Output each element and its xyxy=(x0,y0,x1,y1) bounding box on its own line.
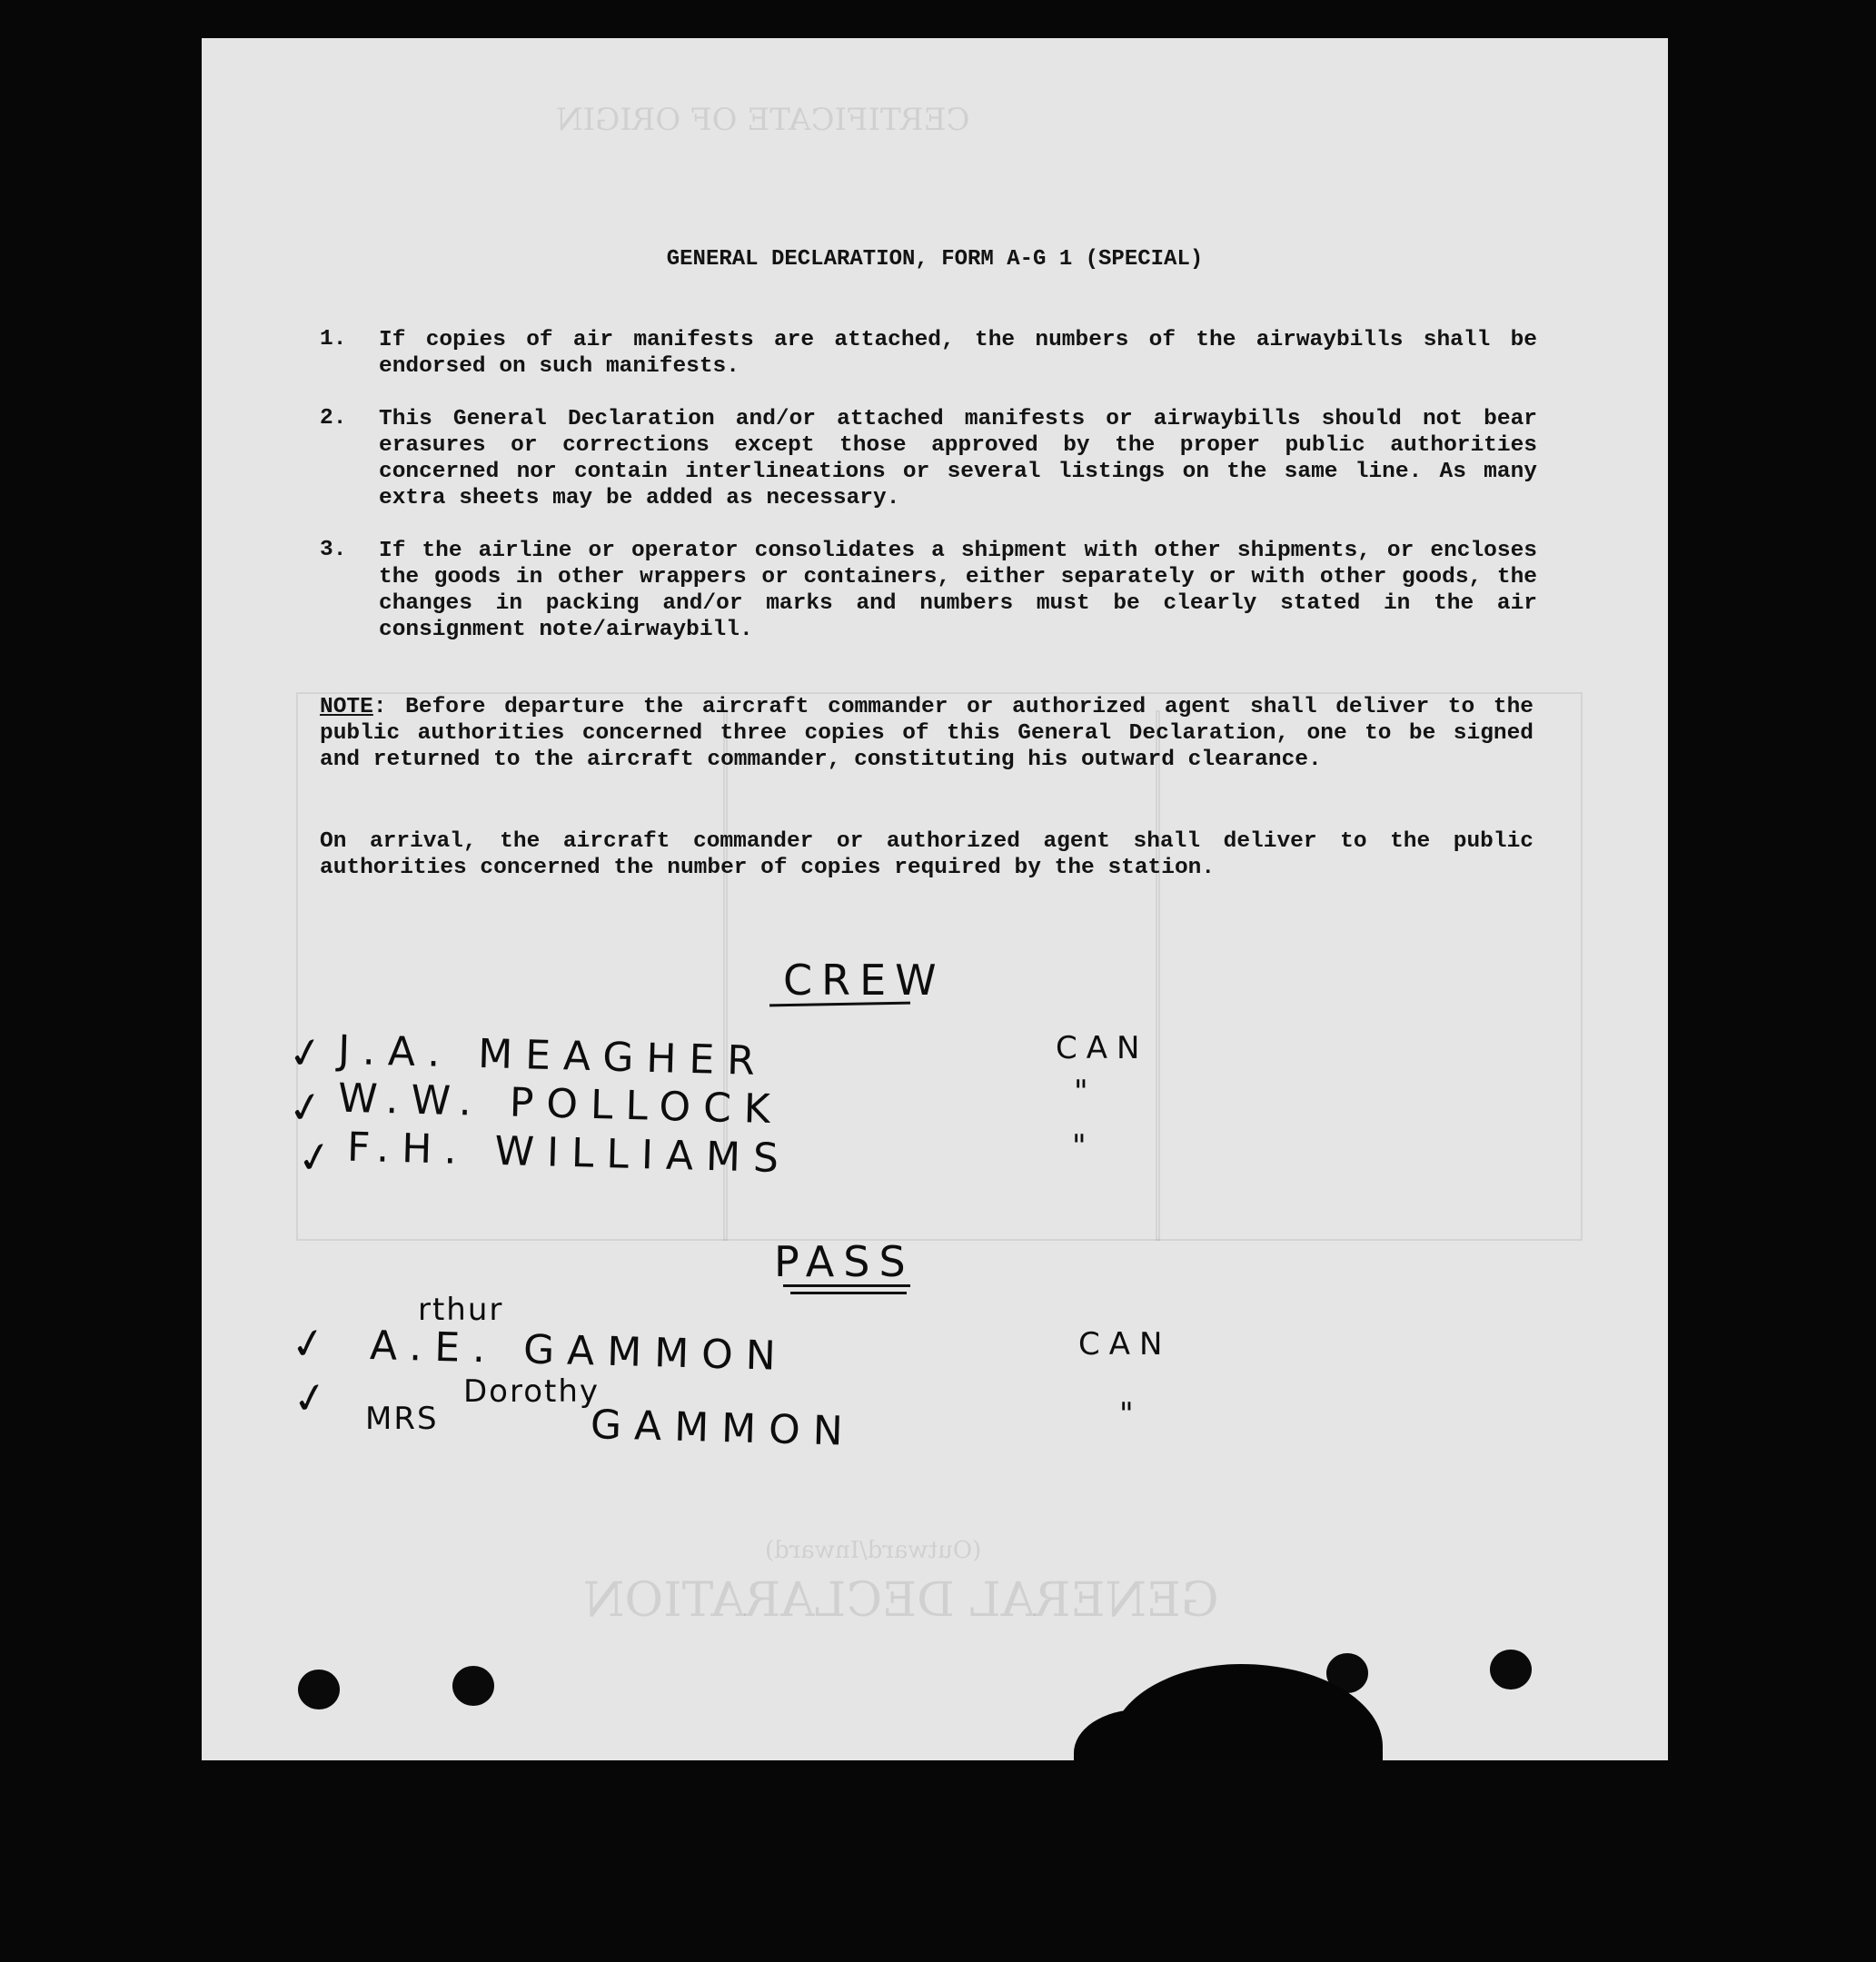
item-number: 1. xyxy=(320,327,347,352)
note-paragraph xyxy=(320,694,1534,773)
check-mark-icon: ✓ xyxy=(288,1371,332,1425)
passenger-citizenship: CAN xyxy=(1078,1326,1172,1362)
crew-citizenship: " xyxy=(1074,1074,1097,1110)
form-title: GENERAL DECLARATION, FORM A-G 1 (SPECIAL) xyxy=(666,247,1204,272)
check-mark-icon: ✓ xyxy=(293,1130,336,1184)
note-label: NOTE xyxy=(320,695,373,719)
instruction-item xyxy=(320,406,1537,515)
pass-heading: PASS xyxy=(774,1237,915,1286)
crew-name: F.H. WILLIAMS xyxy=(346,1124,792,1183)
item-number: 2. xyxy=(320,406,347,431)
item-text: This General Declaration and/or attached manifests or airwaybills should not bear erasures or corrections except those approved by the proper public authorities concerned nor contain interlineations or several listings on the same line. As many extra sheets may be added as necessary. xyxy=(379,407,1537,510)
check-mark-icon: ✓ xyxy=(283,1026,327,1080)
arrival-paragraph: On arrival, the aircraft commander or authorized agent shall deliver to the public authorities concerned the number of copies required by the station. xyxy=(320,829,1534,880)
ink-blot xyxy=(1074,1709,1183,1760)
item-text: If copies of air manifests are attached, the numbers of the airwaybills shall be endorsed on such manifests. xyxy=(379,328,1537,379)
paper-sheet xyxy=(202,38,1668,1760)
punch-hole xyxy=(452,1666,494,1706)
passenger-first-name-insert: rthur xyxy=(418,1292,504,1328)
pass-heading-underline xyxy=(790,1292,907,1294)
check-mark-icon: ✓ xyxy=(283,1080,327,1135)
punch-hole xyxy=(1490,1650,1532,1690)
passenger-first-name-insert: Dorothy xyxy=(463,1373,601,1410)
passenger-prefix: MRS xyxy=(365,1401,439,1437)
check-mark-icon: ✓ xyxy=(286,1316,330,1371)
crew-citizenship: CAN xyxy=(1056,1030,1149,1066)
instruction-item xyxy=(320,327,1537,382)
passenger-name: A.E. GAMMON xyxy=(369,1322,789,1381)
bleed-through-line: (Outward/Inward) xyxy=(765,1537,982,1564)
crew-name: W.W. POLLOCK xyxy=(337,1075,784,1134)
bleed-through-box xyxy=(1156,710,1160,1241)
instruction-item xyxy=(320,538,1537,647)
item-number: 3. xyxy=(320,538,347,562)
passenger-name: GAMMON xyxy=(590,1402,857,1455)
crew-name: J.A. MEAGHER xyxy=(337,1026,769,1085)
passenger-citizenship: " xyxy=(1119,1396,1143,1432)
pass-heading-underline xyxy=(783,1284,910,1287)
crew-citizenship: " xyxy=(1072,1128,1096,1164)
crew-heading: CREW xyxy=(783,956,946,1005)
bleed-through-line: GENERAL DECLARATION xyxy=(583,1573,1219,1628)
item-text: If the airline or operator consolidates a shipment with other shipments, or encloses the goods in other wrappers or containers, either separately or with other goods, the changes in packing and/or marks and numbers must be clearly stated in the air consignment note/airwaybill. xyxy=(379,539,1537,642)
bleed-through-line: CERTIFICATE OF ORIGIN xyxy=(556,102,970,138)
note-text: : Before departure the aircraft commander or authorized agent shall deliver to the public authorities concerned three copies of this General Declaration, one to be signed and returned to the aircraft commander, constituting his outward clearance. xyxy=(320,695,1534,772)
punch-hole xyxy=(298,1670,340,1709)
